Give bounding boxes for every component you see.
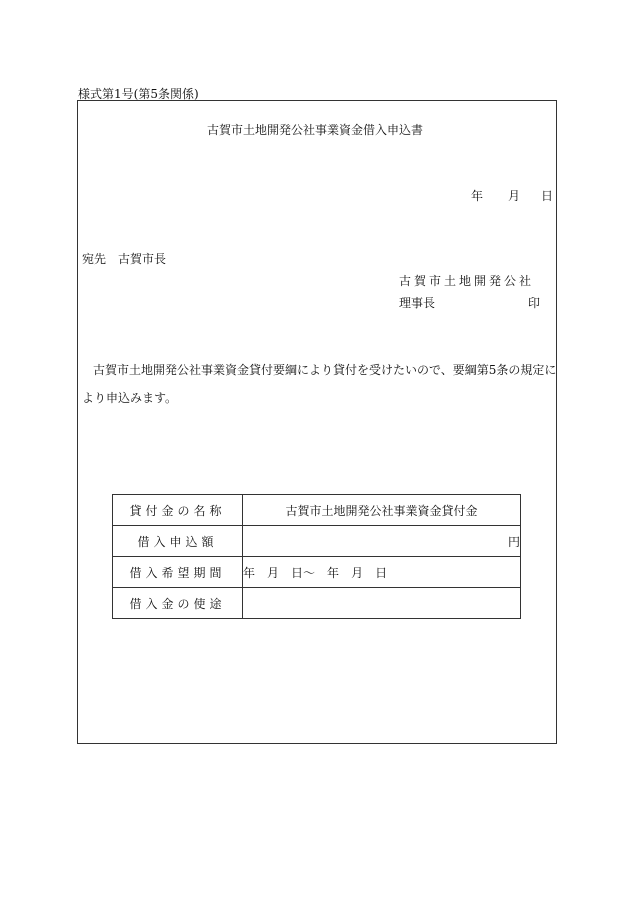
period-field[interactable]	[243, 557, 521, 588]
addressee	[82, 250, 166, 267]
addressee-label: 宛先	[82, 252, 107, 266]
loan-info-table	[112, 494, 521, 619]
row-label-loan-name: 貸付金の名称	[113, 495, 243, 526]
period-start-month: 月	[267, 565, 280, 580]
date-year: 年	[471, 189, 484, 203]
date-month: 月	[508, 189, 521, 203]
row-label-period: 借入希望期間	[113, 557, 243, 588]
addressee-name: 古賀市長	[118, 252, 167, 266]
amount-field[interactable]	[243, 526, 521, 557]
yen-unit: 円	[507, 534, 520, 549]
loan-name-value: 古賀市土地開発公社事業資金貸付金	[243, 495, 521, 526]
row-label-purpose: 借入金の使途	[113, 588, 243, 619]
period-end-day: 日	[375, 565, 388, 580]
period-start-day: 日〜	[291, 565, 316, 580]
table-row	[113, 557, 521, 588]
seal-mark: 印	[528, 296, 541, 310]
table-row	[113, 495, 521, 526]
document-title: 古賀市土地開発公社事業資金借入申込書	[206, 123, 423, 137]
date-day: 日	[541, 189, 554, 203]
applicant-title: 理事長	[399, 296, 436, 310]
body-text-line1: 古賀市土地開発公社事業資金貸付要綱により貸付を受けたいので、要綱第5条の規定に	[93, 363, 557, 377]
period-start-year: 年	[243, 565, 256, 580]
body-text-line2: より申込みます。	[82, 391, 178, 405]
table-row	[113, 588, 521, 619]
form-frame	[77, 100, 557, 744]
table-row	[113, 526, 521, 557]
purpose-field[interactable]	[243, 588, 521, 619]
period-end-year: 年	[327, 565, 340, 580]
period-end-month: 月	[351, 565, 364, 580]
applicant-org: 古賀市土地開発公社	[399, 274, 535, 288]
form-number: 様式第1号(第5条関係)	[78, 87, 199, 101]
row-label-amount: 借入申込額	[113, 526, 243, 557]
